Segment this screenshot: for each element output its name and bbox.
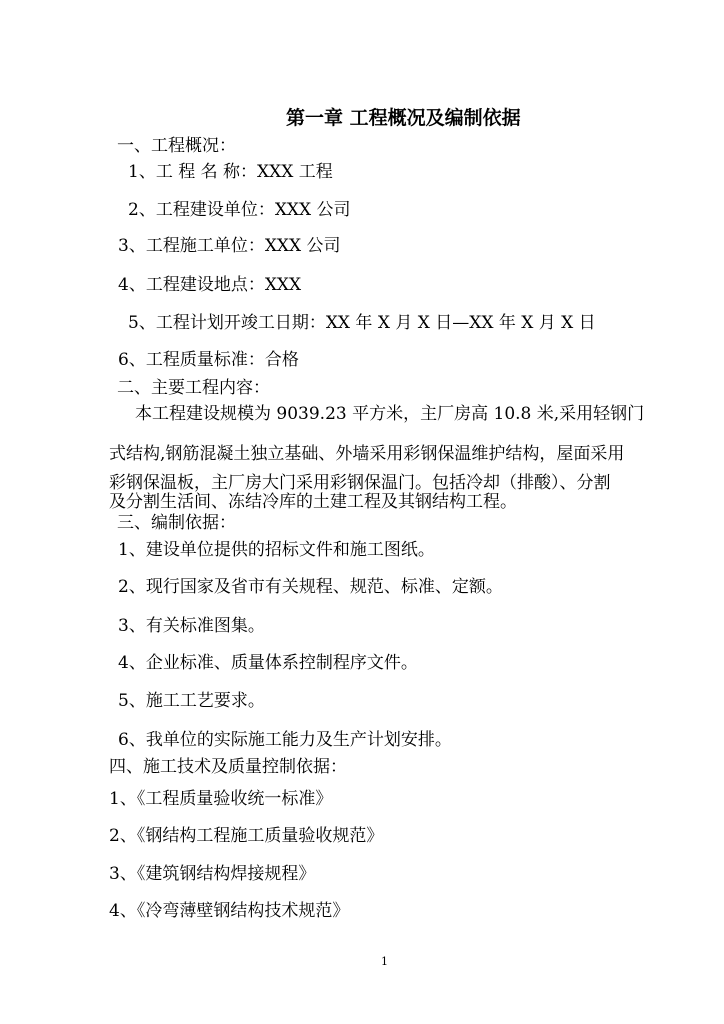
section-heading-overview: 一、工程概况： <box>117 136 236 156</box>
basis-item: 2、现行国家及省市有关规程、规范、标准、定额。 <box>118 577 503 597</box>
overview-item: 3、工程施工单位：XXX 公司 <box>118 236 341 256</box>
page-number: 1 <box>381 955 388 968</box>
paragraph-line: 彩钢保温板，主厂房大门采用彩钢保温门。包括冷却（排酸）、分割 <box>109 473 611 493</box>
paragraph-line: 及分割生活间、冻结冷库的土建工程及其钢结构工程。 <box>109 492 517 512</box>
quality-item: 3、《建筑钢结构焊接规程》 <box>109 864 316 884</box>
chapter-title: 第一章 工程概况及编制依据 <box>286 107 521 129</box>
overview-item: 4、工程建设地点：XXX <box>118 275 302 295</box>
basis-item: 1、建设单位提供的招标文件和施工图纸。 <box>118 540 435 560</box>
section-heading-basis: 三、编制依据： <box>117 513 236 533</box>
basis-item: 5、施工工艺要求。 <box>118 691 265 711</box>
section-heading-quality: 四、施工技术及质量控制依据： <box>109 757 347 777</box>
basis-item: 6、我单位的实际施工能力及生产计划安排。 <box>118 730 452 750</box>
quality-item: 1、《工程质量验收统一标准》 <box>109 789 333 809</box>
paragraph-line: 本工程建设规模为 9039.23 平方米，主厂房高 10.8 米,采用轻钢门 <box>135 404 645 424</box>
basis-item: 3、有关标准图集。 <box>118 616 265 636</box>
overview-item: 2、工程建设单位：XXX 公司 <box>128 200 351 220</box>
overview-item: 6、工程质量标准：合格 <box>118 350 299 370</box>
section-heading-content: 二、主要工程内容： <box>117 378 270 398</box>
overview-item: 1、工 程 名 称：XXX 工程 <box>128 162 333 182</box>
overview-item: 5、工程计划开竣工日期：XX 年 X 月 X 日—XX 年 X 月 X 日 <box>128 313 596 333</box>
quality-item: 4、《冷弯薄壁钢结构技术规范》 <box>109 901 350 921</box>
basis-item: 4、企业标准、质量体系控制程序文件。 <box>118 653 418 673</box>
paragraph-line: 式结构,钢筋混凝土独立基础、外墙采用彩钢保温维护结构，屋面采用 <box>109 444 625 464</box>
quality-item: 2、《钢结构工程施工质量验收规范》 <box>109 826 384 846</box>
